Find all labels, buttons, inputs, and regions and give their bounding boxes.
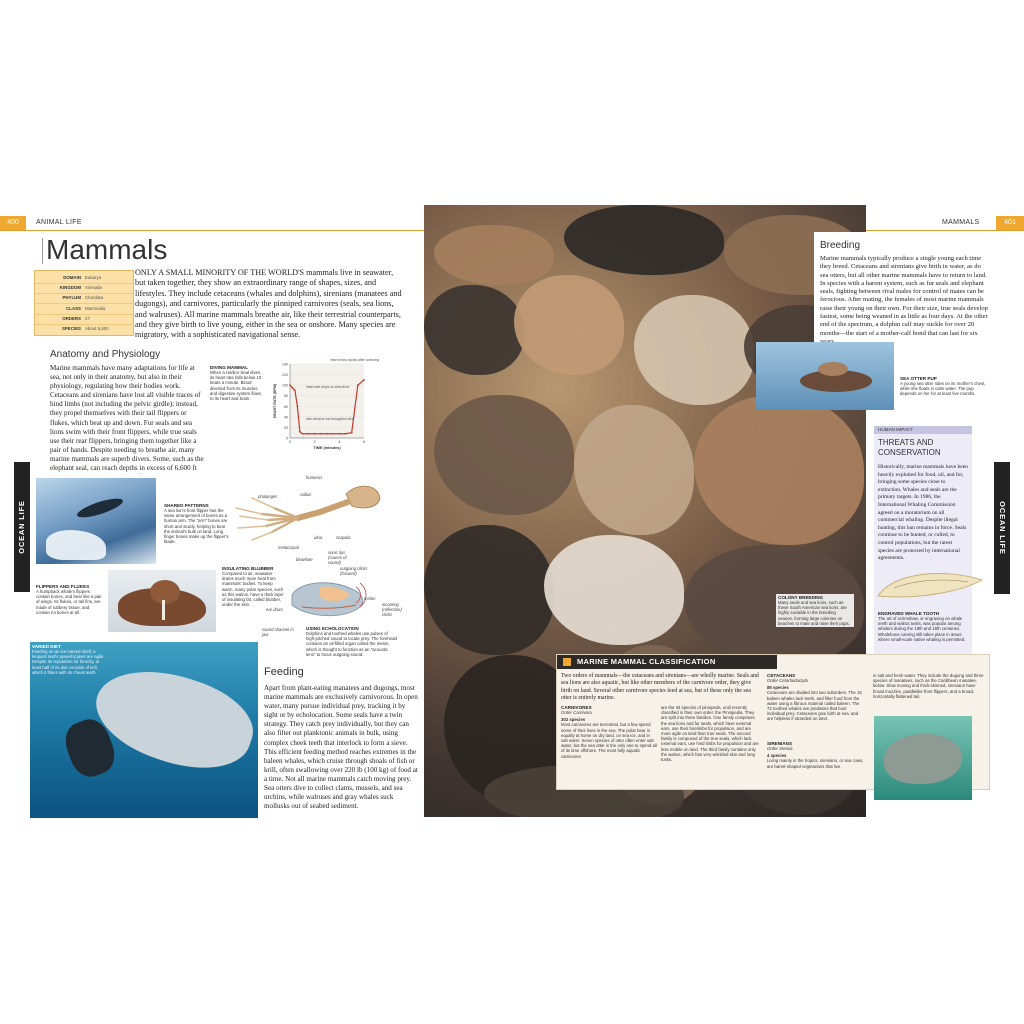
- bone-label-radius: radius: [300, 492, 312, 497]
- chart-data-point: [308, 433, 310, 435]
- whale-body-shape: [75, 495, 124, 521]
- anatomy-heading: Anatomy and Physiology: [50, 349, 161, 360]
- sirenians-entry: [767, 741, 865, 769]
- blubber-head: INSULATING BLUBBER: [222, 566, 274, 571]
- classification-title: MARINE MAMMAL CLASSIFICATION: [557, 655, 777, 669]
- taxonomy-rank: KINGDOM: [59, 285, 81, 291]
- taxonomy-value: Chordata: [85, 295, 104, 301]
- bone-label-phalanges: phalanges: [258, 494, 278, 499]
- bone-label-humerus: humerus: [306, 475, 323, 480]
- walrus-tusk-shape: [162, 600, 165, 620]
- left-running-head: ANIMAL LIFE: [36, 219, 82, 226]
- chart-x-tick-label: 2: [313, 440, 316, 444]
- sirenians-continued: in salt and fresh water. They include the dugong and three species of manatees, such as the Caribbean manatee, below. Slow moving and thick-skinned, sirenians have broad muzzles, paddlelike front flippers, and a broad, horizontally flattened tail.: [873, 673, 984, 699]
- breeding-heading: Breeding: [820, 240, 861, 251]
- taxonomy-rank: DOMAIN: [63, 275, 81, 280]
- anatomy-text: Marine mammals have many adaptations for life at sea, not only in their anatomy, but also in their physiology, regulating how their bodies work. Cetaceans and sirenians have lost all visible traces of hind limbs (not including the pelvic girdle); instead, they propel themselves with their tail flippers or flukes, which beat up and down. Fur seals and sea lions swim with their front flippers, while true seals use their rear flippers, bringing them together like a pair of hands. Despite needing to breathe air, many marine mammals are superb divers. Some, such as the elephant seal, can reach depths in excess of 6,600 ft: [50, 364, 204, 473]
- echolocation-diagram: [290, 575, 370, 625]
- echo-label-blowhole: blowhole: [296, 557, 313, 562]
- whale-breach-photo: [36, 478, 156, 564]
- chart-data-point: [357, 384, 359, 386]
- chart-data-point: [289, 384, 291, 386]
- carnivores-count: 302 species: [561, 717, 586, 723]
- breeding-text: Marine mammals typically produce a single young each time they breed. Cetaceans and sirenians give birth in water, as do sea otters, but all other marine mammals have to return to land. In species with a harem system, such as fur seals and elephant seals, fighting between rival males for control of mates can be ferocious. After mating, the females of most marine mammals raise their young on their own. For their size, true seals develop fastest, some being weaned in as little as four days. At the other end of the spectrum, a dolphin calf may suckle for over 20 months—the start of a mother-calf bond that can last for six: [820, 255, 988, 337]
- sea-lion-shape: [514, 275, 624, 375]
- whale-tooth-text: The art of scrimshaw, or engraving on whale teeth and walrus tusks, was popular among whalers during the 18th and 19th centuries. Whalebone carving still takes place in areas where small-scale native whaling is permitted.: [878, 616, 966, 642]
- chart-annotation: rate remains low throughout dive: [306, 417, 354, 421]
- bone-label-metacarpal: metacarpal: [278, 545, 299, 550]
- feeding-heading: Feeding: [264, 666, 304, 678]
- chart-data-point: [351, 432, 353, 434]
- classification-title-bullet: [563, 658, 571, 666]
- taxonomy-value: Animalia: [85, 285, 102, 291]
- chart-data-point: [326, 433, 328, 435]
- diving-caption-text: When a Harbor Seal dives, its heart rate falls below 10 beats a minute. Blood diverted from its muscles and digestive system flows to its heart and brain.: [210, 370, 262, 402]
- left-side-tab: [14, 462, 30, 592]
- carnivores-continued: are the 34 species of pinnipeds, until recently classified in their own order, the Pinnipedia. They are split into three families. One family comprises the sea lions and fur seals, which have external ears, use their forelimbs for propulsion, and are more agile on land than true seals. The second family is composed of the true seals, which lack external ears, use hind limbs for propulsion and are less mobile on land. The third family contains only the walrus, which has very wrinkled skin and long tusks.: [661, 705, 759, 763]
- sea-lion-shape: [574, 405, 694, 535]
- sirenians-order: Order Sirenia: [767, 746, 793, 751]
- walrus-head-shape: [150, 580, 180, 604]
- right-side-tab: [994, 462, 1010, 594]
- varied-diet-text: Feeding on an ice-carved shelf, a leopard seal's powerful jaws are agile. Despite its reputation for ferocity, at least half of its diet consists of krill, which it filters with its cheek teeth.: [32, 649, 105, 675]
- chart-data-point: [292, 387, 294, 389]
- sirenians-name: SIRENIANS: [767, 741, 793, 746]
- chart-data-point: [332, 433, 334, 435]
- flipper-bone-diagram: [228, 474, 388, 544]
- cetaceans-order: Order Cetartiodactyla: [767, 678, 808, 683]
- sea-lion-shape: [424, 285, 524, 375]
- colony-head: COLONY BREEDING: [778, 595, 824, 600]
- carnivores-name: CARNIVORES: [561, 705, 592, 710]
- whale-tooth-head: ENGRAVED WHALE TOOTH: [878, 611, 940, 616]
- diving-caption: [210, 365, 262, 401]
- sea-otter-photo: [756, 342, 894, 410]
- right-running-head: MAMMALS: [942, 219, 980, 226]
- heart-rate-chart: [268, 350, 380, 462]
- echolocation-text: Dolphins and toothed whales use pulses of high-pitched sound to locate prey. The forehead contains an oil-filled organ called the melon, which is thought to function as an "acoustic lens" to focus outgoing sound.: [306, 631, 397, 657]
- chart-x-tick-label: 4: [338, 440, 341, 444]
- sea-lion-shape: [544, 535, 684, 645]
- chart-data-point: [338, 433, 340, 435]
- colony-text: Many seals and sea lions, such as these South American sea lions, are highly sociable in the breeding season, forming large colonies on beaches to mate and raise their pups.: [778, 600, 850, 626]
- human-impact-heading: THREATS AND CONSERVATION: [878, 438, 941, 457]
- bone-label-ulna: ulna: [314, 535, 322, 540]
- echo-label-sound-channel: sound channel in jaw: [262, 627, 294, 637]
- echo-label-incoming: incoming (reflection) clicks: [382, 602, 402, 617]
- blubber-caption: [222, 566, 284, 607]
- echolocation-head: USING ECHOLOCATION: [306, 626, 359, 631]
- echo-label-ear-drum: ear drum: [266, 607, 283, 612]
- sea-lion-shape: [434, 395, 574, 515]
- right-header-bar: [866, 216, 1024, 231]
- sea-lion-shape: [424, 525, 554, 655]
- intro-paragraph: ONLY A SMALL MINORITY OF THE WORLD'S mammals live in seawater, but taken together, they show an extraordinary range of shapes, sizes, and lifestyles. They include cetaceans (whales and dolphins), sirenians (manatees and dugongs), and carnivores, particularly the pinniped carnivores (seals, sea lions, and walruses). All marine mammals breathe air, like their terrestrial counterparts, and they give birth to live young, either in the sea or onshore. Many species are migratory, with a sophisticated navigational sense.: [135, 268, 402, 340]
- chart-y-tick-label: 0: [286, 436, 288, 441]
- flukes-text: A humpback whale's flippers contain bones, and bear like a pair of wings. Its flukes, or tail fins, are made of rubbery tissue, and contain no bones at all.: [36, 589, 102, 615]
- chart-y-tick-label: 80: [284, 394, 288, 399]
- sea-lion-shape: [634, 295, 754, 405]
- chart-data-point: [320, 433, 322, 435]
- taxonomy-rank: CLASS: [66, 305, 81, 311]
- bone-label-scapula: scapula: [336, 535, 351, 540]
- cetaceans-count: 85 species: [767, 685, 789, 691]
- chart-data-point: [301, 433, 303, 435]
- chart-y-tick-label: 60: [284, 404, 288, 409]
- manatee-body-shape: [884, 734, 962, 784]
- chart-y-tick-label: 20: [284, 425, 288, 430]
- chart-y-tick-label: 100: [282, 383, 288, 388]
- sea-lion-shape: [564, 205, 724, 275]
- feeding-text: Apart from plant-eating manatees and dugongs, most marine mammals are exclusively carnivorous. In open water, many pursue individual prey, tracking it by sight or by echolocation. Some seals have a twin strategy. They catch prey individually, but they can also filter out planktonic animals in bulk, using complex cheek teeth that interlock to form a sieve. This efficient feeding method reaches extremes in the baleen whales, which cruise through shoals of fish or krill, often swallowing over 220 lb (100 kg) of food at a time. Not all marine mammals catch moving prey. Sea otters dive to collect clams, mussels, and sea urchins, while walruses and gray whales suck mollusks out of seabed sediment.: [264, 684, 418, 811]
- taxonomy-value: Eukarya: [85, 275, 102, 280]
- chart-x-tick-label: 0: [289, 440, 291, 444]
- otter-pup-shape: [818, 362, 848, 376]
- taxonomy-value: 27: [85, 315, 90, 321]
- sea-lion-shape: [434, 225, 554, 285]
- taxonomy-value: About 5,500: [85, 326, 109, 331]
- cetaceans-text: Cetaceans are divided into two suborders. The 15 baleen whales lack teeth, and filter food from the water using a fibrous material called baleen. The 72 toothed whales are predators that hunt individual prey. Cetaceans give birth at sea, and are helpless if stranded on land.: [767, 690, 862, 722]
- diving-caption-head: DIVING MAMMAL: [210, 365, 249, 370]
- page-title: Mammals: [46, 234, 168, 265]
- right-page-number: 401: [996, 216, 1024, 230]
- walrus-photo: [108, 570, 216, 632]
- whale-tooth-caption: [878, 611, 970, 642]
- chart-annotation: heart rate drops as seal dives: [306, 385, 350, 389]
- colony-caption: [776, 594, 854, 627]
- chart-data-point: [299, 431, 301, 433]
- echo-label-sonic-lips: sonic lips (source of sound): [328, 550, 347, 565]
- carnivores-entry: [561, 705, 657, 759]
- chart-data-point: [363, 379, 365, 381]
- varied-diet-head: VARIED DIET: [32, 644, 61, 649]
- sirenians-text: Living mainly in the tropics, sirenians, or sea cows, are barrel-shaped vegetarians that live: [767, 758, 864, 769]
- human-impact-text: Historically, marine mammals have been heavily exploited for food, oil, and fur, bringing some species close to extinction. Whales and seals are the primary targets. In 1986, the International Whaling Commission agreed on a moratorium on all commercial whaling. Despite illegal hunting, this ban remains in force. Seals continue to be hunted, or culled, to control populations, but the rarest species are protected by international agreements.: [878, 464, 968, 562]
- sea-otter-caption: [900, 376, 988, 397]
- echo-label-melon: melon: [364, 596, 376, 601]
- echolocation-caption: [306, 626, 398, 657]
- flukes-caption: [36, 584, 102, 615]
- chart-x-axis-label: TIME (minutes): [313, 446, 341, 450]
- chart-data-point: [314, 433, 316, 435]
- chart-y-tick-label: 120: [282, 373, 288, 378]
- taxonomy-rank: ORDERS: [62, 315, 81, 321]
- taxonomy-rank: SPECIES: [61, 326, 81, 331]
- left-page-number: 400: [0, 216, 26, 230]
- taxonomy-value: Mammalia: [85, 305, 106, 311]
- cetaceans-name: CETACEANS: [767, 673, 796, 678]
- classification-intro: Two orders of mammals—the cetaceans and sirenians—are wholly marine. Seals and sea lions are also aquatic, but like other members of the carnivore order, they give birth on land. Several other carnivore species feed at sea, but of these only the sea otter is entirely marine.: [561, 673, 759, 701]
- chart-x-tick-label: 6: [363, 440, 365, 444]
- taxonomy-rank: PHYLUM: [62, 295, 81, 301]
- shared-patterns-head: SHARED PATTERNS: [164, 503, 209, 508]
- taxonomy-row: [35, 324, 133, 334]
- left-side-tab-label: OCEAN LIFE: [17, 500, 26, 554]
- chart-data-point: [345, 433, 347, 435]
- sea-otter-head: SEA OTTER PUP: [900, 376, 937, 381]
- chart-annotation: heart beats rapidly after surfacing: [330, 358, 379, 362]
- cetaceans-entry: [767, 673, 865, 722]
- right-side-tab-label: OCEAN LIFE: [998, 501, 1007, 555]
- varied-diet-caption: [32, 644, 108, 675]
- sea-otter-text: A young sea otter rides on its mother's chest, while she floats in calm water. The pup depends on her for at least five months.: [900, 381, 986, 397]
- whale-tooth-illustration: [874, 566, 986, 604]
- shared-patterns-text: A sea lion's front flipper has the same arrangement of bones as a human arm. The "arm" bones are short and sturdy, helping to bear the animal's bulk on land. Long finger bones make up the flipper's blade.: [164, 508, 229, 545]
- chart-y-tick-label: 140: [282, 362, 288, 367]
- carnivores-text: Most carnivores are terrestrial, but a few spend some of their lives in the sea. The polar bear is equally at home on dry land, on sea ice, and in salt water. Seven species of otter often enter salt water, but the sea otter is the only one to spend all of its time offshore. The most fully aquatic carnivores: [561, 722, 657, 759]
- title-rule: [42, 238, 43, 264]
- chart-y-axis-label: HEART RATE (BPM): [273, 383, 277, 419]
- splash-shape: [46, 530, 106, 560]
- flukes-head: FLIPPERS AND FLUKES: [36, 584, 90, 589]
- taxonomy-box: [34, 270, 134, 336]
- leopard-seal-photo: [30, 642, 258, 818]
- whale-tooth-svg: [874, 566, 986, 604]
- chart-data-point: [297, 405, 299, 407]
- echo-label-outgoing: outgoing clicks (forward): [340, 566, 368, 576]
- sirenians-count: 4 species: [767, 753, 787, 759]
- shared-patterns-caption: [164, 503, 232, 544]
- manatee-photo: [874, 716, 972, 800]
- blubber-text: Compared to air, seawater drains much more heat from mammals' bodies. To keep warm, many polar species, such as this walrus, have a thick layer of insulating fat, called blubber, under the skin.: [222, 571, 284, 608]
- human-impact-tag: HUMAN IMPACT: [874, 426, 972, 434]
- carnivores-order: Order Carnivora: [561, 710, 592, 715]
- chart-data-point: [294, 390, 296, 392]
- left-header-bar: [0, 216, 424, 231]
- sea-lion-shape: [694, 395, 864, 545]
- chart-y-tick-label: 40: [284, 415, 288, 420]
